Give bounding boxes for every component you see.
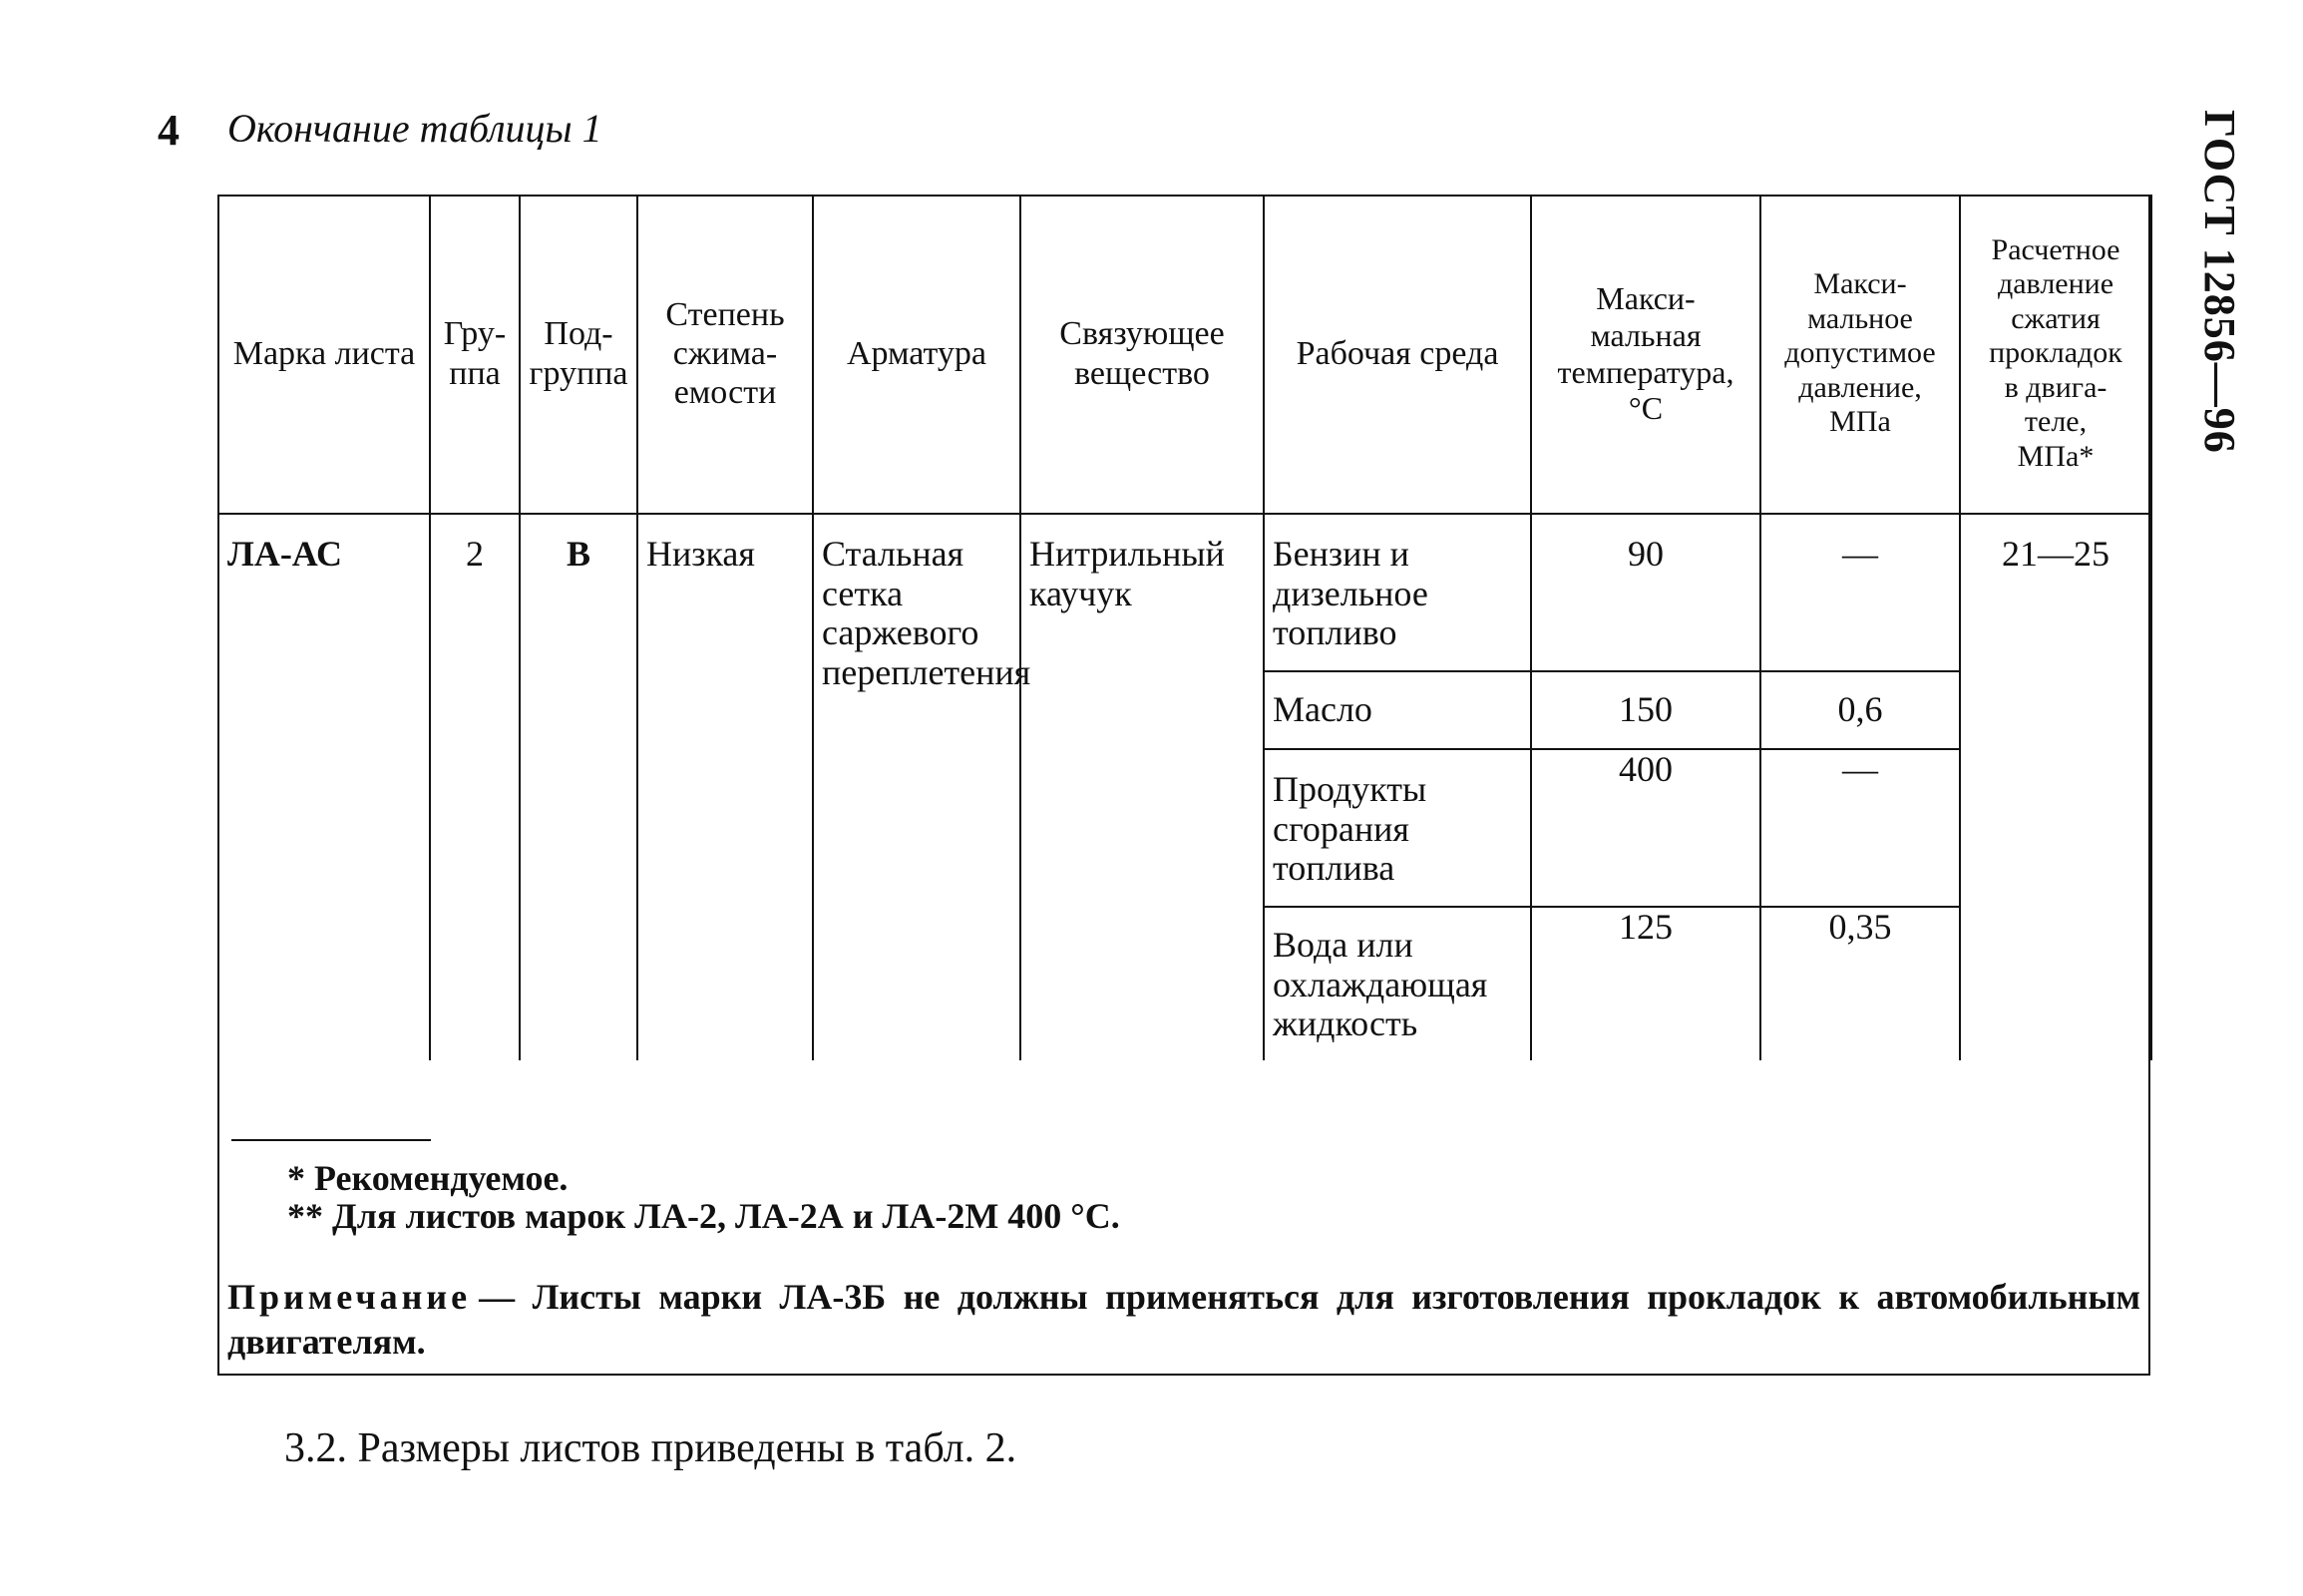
table-caption: Окончание таблицы 1 bbox=[227, 106, 602, 151]
cell-subgroup: В bbox=[520, 514, 637, 1060]
table-note bbox=[227, 1275, 2140, 1365]
cell-max-temp: 400 bbox=[1531, 749, 1760, 907]
cell-max-temp: 125 bbox=[1531, 907, 1760, 1060]
cell-max-temp: 150 bbox=[1531, 671, 1760, 749]
header-binder: Связующее вещество bbox=[1020, 195, 1264, 514]
cell-medium: Продукты сгорания топлива bbox=[1264, 749, 1531, 907]
header-design-pressure: Расчетное давление сжатия прокладок в двига- теле, МПа* bbox=[1960, 195, 2151, 514]
header-working-medium: Рабочая среда bbox=[1264, 195, 1531, 514]
document-standard-header: ГОСТ 12856—96 bbox=[2195, 110, 2244, 454]
cell-grade: ЛА-АС bbox=[218, 514, 430, 1060]
page-number: 4 bbox=[158, 106, 180, 155]
header-max-temperature: Макси- мальная температура, °С bbox=[1531, 195, 1760, 514]
cell-max-pressure: 0,6 bbox=[1760, 671, 1960, 749]
header-max-pressure: Макси- мальное допустимое давление, МПа bbox=[1760, 195, 1960, 514]
table-row bbox=[218, 514, 2151, 671]
cell-medium: Вода или охлаждающая жидкость bbox=[1264, 907, 1531, 1060]
cell-group: 2 bbox=[430, 514, 520, 1060]
header-compressibility: Степень сжима- емости bbox=[637, 195, 813, 514]
cell-medium: Бензин и дизельное топливо bbox=[1264, 514, 1531, 671]
cell-max-pressure: 0,35 bbox=[1760, 907, 1960, 1060]
cell-compressibility: Низкая bbox=[637, 514, 813, 1060]
materials-table bbox=[217, 195, 2152, 1060]
cell-max-pressure: — bbox=[1760, 749, 1960, 907]
note-text: — Листы марки ЛА-3Б не должны применяться для изготовления прокладок к автомобильным двигателям. bbox=[227, 1277, 2140, 1362]
header-grade: Марка листа bbox=[218, 195, 430, 514]
note-label: Примечание bbox=[227, 1277, 472, 1317]
header-group: Гру- ппа bbox=[430, 195, 520, 514]
header-reinforcement: Арматура bbox=[813, 195, 1020, 514]
footnote-grades: ** Для листов марок ЛА-2, ЛА-2А и ЛА-2М 400 °С. bbox=[287, 1196, 1120, 1236]
header-subgroup: Под- группа bbox=[520, 195, 637, 514]
table-header-row bbox=[218, 195, 2151, 514]
cell-medium: Масло bbox=[1264, 671, 1531, 749]
cell-reinforcement: Стальная сетка саржевого переплетения bbox=[813, 514, 1020, 1060]
footnote-separator bbox=[231, 1139, 431, 1141]
cell-max-pressure: — bbox=[1760, 514, 1960, 671]
cell-max-temp: 90 bbox=[1531, 514, 1760, 671]
cell-binder: Нитрильный каучук bbox=[1020, 514, 1264, 1060]
footnote-recommended: * Рекомендуемое. bbox=[287, 1158, 569, 1198]
cell-design-pressure: 21—25 bbox=[1960, 514, 2151, 1060]
section-paragraph: 3.2. Размеры листов приведены в табл. 2. bbox=[284, 1425, 1017, 1471]
